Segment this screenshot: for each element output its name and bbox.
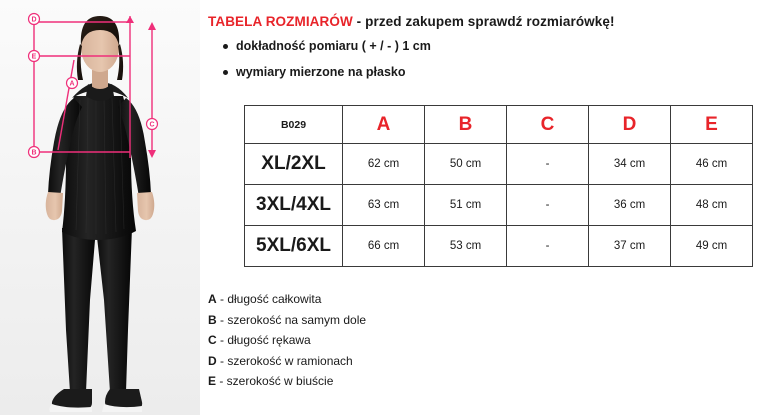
cell-value: 49 cm: [671, 226, 753, 267]
column-header-b: B: [425, 106, 507, 144]
legend-key: A: [208, 292, 217, 306]
legend-key: B: [208, 312, 217, 327]
page-title-highlight: TABELA ROZMIARÓW: [208, 14, 353, 29]
legend-key: C: [208, 333, 217, 347]
size-label: 3XL/4XL: [245, 185, 343, 226]
cell-value: 36 cm: [589, 185, 671, 226]
legend-row: [208, 310, 366, 331]
legend-row: [208, 289, 366, 310]
model-figure-illustration: [0, 0, 200, 415]
cell-value: 66 cm: [343, 226, 425, 267]
legend-key: E: [208, 374, 217, 388]
product-photo-panel: [0, 0, 200, 415]
cell-value: 62 cm: [343, 144, 425, 185]
legend-row: [208, 351, 366, 372]
product-code-cell: B029: [245, 106, 343, 144]
page-title-rest: - przed zakupem sprawdź rozmiarówkę!: [352, 14, 615, 29]
size-label: 5XL/6XL: [245, 226, 343, 267]
page-title: [208, 14, 615, 29]
cell-value: -: [507, 185, 589, 226]
svg-text:A: A: [69, 80, 75, 88]
cell-value: -: [507, 144, 589, 185]
size-label: XL/2XL: [245, 144, 343, 185]
table-row: [245, 185, 753, 226]
legend-text: - długość całkowita: [216, 292, 322, 306]
notes-list: [218, 33, 431, 85]
legend-text: - szerokość na samym dole: [216, 312, 367, 327]
cell-value: 63 cm: [343, 185, 425, 226]
cell-value: -: [507, 226, 589, 267]
size-chart-content: [200, 0, 768, 415]
table-header-row: [245, 106, 753, 144]
svg-text:D: D: [31, 16, 37, 24]
legend-text: - szerokość w biuście: [216, 374, 334, 388]
legend-text: - długość rękawa: [216, 333, 311, 347]
size-table: [244, 105, 753, 267]
cell-value: 34 cm: [589, 144, 671, 185]
table-row: [245, 226, 753, 267]
cell-value: 37 cm: [589, 226, 671, 267]
column-header-c: C: [507, 106, 589, 144]
list-item: dokładność pomiaru ( + / - ) 1 cm: [236, 33, 431, 59]
svg-text:C: C: [149, 121, 155, 129]
list-item: wymiary mierzone na płasko: [236, 59, 431, 85]
measurement-legend: [208, 289, 366, 392]
column-header-a: A: [343, 106, 425, 144]
column-header-e: E: [671, 106, 753, 144]
table-row: [245, 144, 753, 185]
svg-text:E: E: [31, 53, 37, 61]
cell-value: 53 cm: [425, 226, 507, 267]
cell-value: 51 cm: [425, 185, 507, 226]
legend-row: [208, 330, 366, 351]
svg-text:B: B: [31, 149, 37, 157]
legend-row: [208, 371, 366, 392]
cell-value: 50 cm: [425, 144, 507, 185]
legend-text: - szerokość w ramionach: [216, 353, 353, 368]
cell-value: 46 cm: [671, 144, 753, 185]
cell-value: 48 cm: [671, 185, 753, 226]
legend-key: D: [208, 353, 217, 368]
column-header-d: D: [589, 106, 671, 144]
